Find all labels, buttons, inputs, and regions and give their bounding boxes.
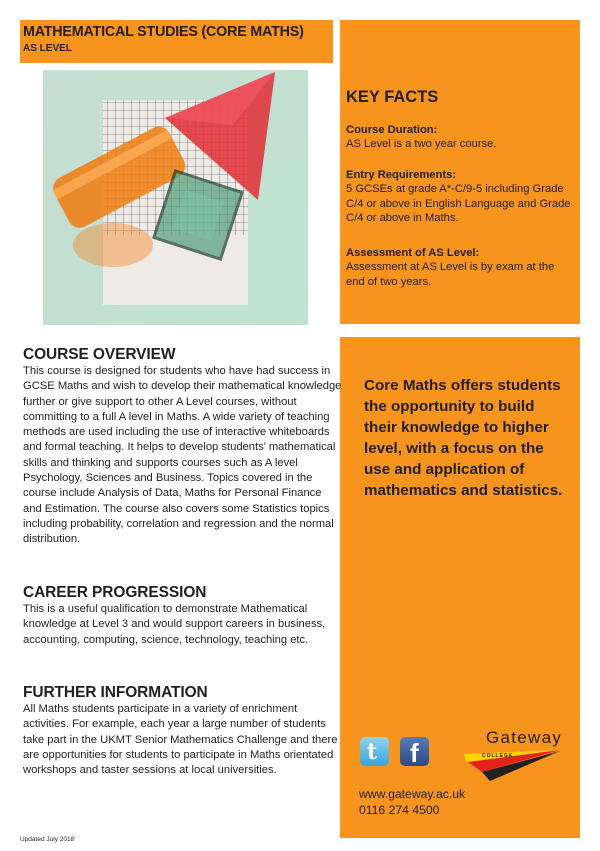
phone-number: 0116 274 4500 xyxy=(359,803,440,817)
further-information-text: All Maths students participate in a variety of enrichment activities. For example, each year a large number of students take part in the UKMT Senior Mathematics Challenge and there are opportunities for students to participate in Maths orientated workshops and taster sessions at local universities. xyxy=(23,703,338,777)
geometric-shapes-photo xyxy=(43,70,308,325)
key-fact-label: Course Duration: xyxy=(346,124,438,136)
twitter-icon[interactable] xyxy=(360,737,389,766)
course-level: AS LEVEL xyxy=(23,43,72,54)
logo-sub: COLLEGE xyxy=(482,753,514,759)
key-facts-heading: KEY FACTS xyxy=(346,88,439,106)
course-overview-heading: COURSE OVERVIEW xyxy=(23,346,176,363)
summary-quote: Core Maths offers students the opportunity to build their knowledge to higher level, with a focus on the use and application of mathematics and statistics. xyxy=(364,377,563,499)
key-fact-text: Assessment at AS Level is by exam at the end of two years. xyxy=(346,261,555,288)
key-fact-duration xyxy=(346,123,576,152)
key-fact-assessment xyxy=(346,246,576,289)
career-progression-heading: CAREER PROGRESSION xyxy=(23,584,207,601)
photo-illustration xyxy=(43,70,308,325)
website-link[interactable]: www.gateway.ac.uk xyxy=(359,787,466,801)
key-fact-text: AS Level is a two year course. xyxy=(346,138,497,151)
career-progression-text: This is a useful qualification to demonstrate Mathematical knowledge at Level 3 and would support careers in business, accounting, computing, science, technology, teaching etc. xyxy=(23,603,326,646)
gateway-college-logo xyxy=(462,728,567,782)
key-fact-label: Assessment of AS Level: xyxy=(346,247,480,259)
course-overview-text: This course is designed for students who have had success in GCSE Maths and wish to develop their mathematical knowledge further or give support to other A Level courses, without committing to a full A level in Maths. A wide variety of teaching methods are used including the use of interactive whiteboards and formal teaching. It helps to develop students’ mathematical skills and thinking and supports courses such as A level Psychology, Sciences and Business. Topics covered in the course include Analysis of Data, Maths for Personal Finance and Estimation. The course also covers some Statistics topics including probability, correlation and regression and the normal distribution. xyxy=(23,365,342,546)
twitter-glyph: t xyxy=(367,739,378,765)
facebook-glyph: f xyxy=(410,738,419,768)
logo-name: Gateway xyxy=(486,728,563,747)
title-banner xyxy=(20,20,333,63)
facebook-icon[interactable] xyxy=(400,737,429,766)
further-information-heading: FURTHER INFORMATION xyxy=(23,684,208,701)
course-title: MATHEMATICAL STUDIES (CORE MATHS) xyxy=(23,24,304,40)
key-fact-entry xyxy=(346,168,576,226)
key-fact-text: 5 GCSEs at grade A*-C/9-5 including Grade C/4 or above in English Language and Grade C/4 or above in Maths. xyxy=(346,183,571,225)
updated-date: Updated July 2018 xyxy=(20,836,75,843)
key-fact-label: Entry Requirements: xyxy=(346,169,457,181)
